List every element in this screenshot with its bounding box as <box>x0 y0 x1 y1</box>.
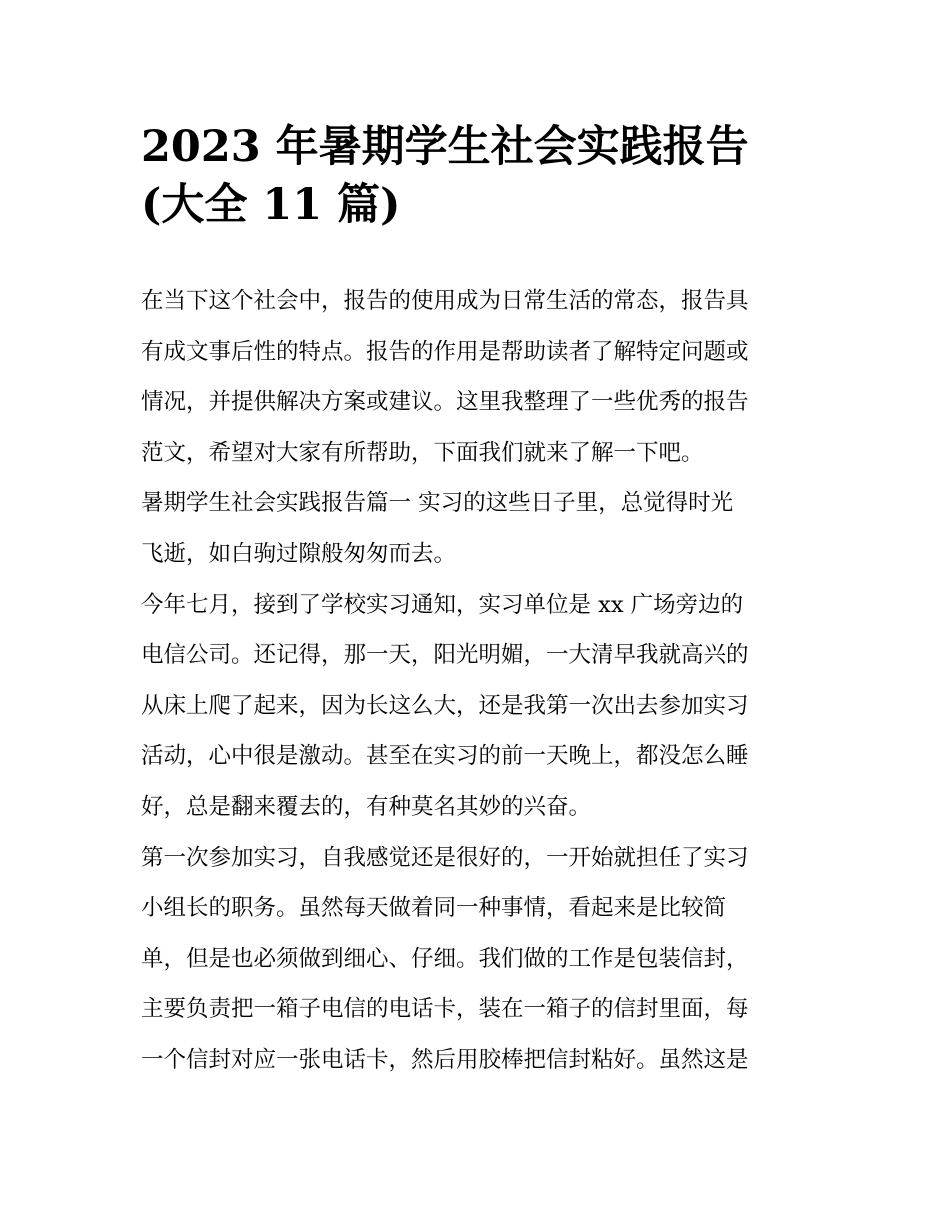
body-line: 电信公司。还记得，那一天，阳光明媚，一大清早我就高兴的 <box>141 642 749 669</box>
body-line: 单，但是也必须做到细心、仔细。我们做的工作是包装信封， <box>141 945 749 972</box>
body-line: 从床上爬了起来，因为长这么大，还是我第一次出去参加实习 <box>141 692 749 719</box>
body-line: 情况，并提供解决方案或建议。这里我整理了一些优秀的报告 <box>141 389 749 416</box>
body-line: 一个信封对应一张电话卡，然后用胶棒把信封粘好。虽然这是 <box>141 1046 749 1073</box>
body-line: 第一次参加实习，自我感觉还是很好的，一开始就担任了实习 <box>141 844 749 871</box>
document-title <box>141 118 841 234</box>
body-line: 在当下这个社会中，报告的使用成为日常生活的常态，报告具 <box>141 288 749 314</box>
body-line: 暑期学生社会实践报告篇一 实习的这些日子里，总觉得时光 <box>141 490 734 517</box>
body-line: 有成文事后性的特点。报告的作用是帮助读者了解特定问题或 <box>141 338 749 365</box>
body-line: 飞逝，如白驹过隙般匆匆而去。 <box>141 540 457 567</box>
body-line: 好，总是翻来覆去的，有种莫名其妙的兴奋。 <box>141 793 592 820</box>
body-line: 范文，希望对大家有所帮助，下面我们就来了解一下吧。 <box>141 439 704 466</box>
body-line: 主要负责把一箱子电信的电话卡，装在一箱子的信封里面，每 <box>141 996 749 1023</box>
title-line: 2023 年暑期学生社会实践报告 <box>141 122 749 172</box>
document-body <box>141 276 821 1086</box>
title-line: (大全 11 篇) <box>141 180 401 230</box>
body-line: 小组长的职务。虽然每天做着同一种事情，看起来是比较简 <box>141 895 727 922</box>
body-line: 今年七月，接到了学校实习通知，实习单位是 xx 广场旁边的 <box>141 591 744 618</box>
body-line: 活动，心中很是激动。甚至在实习的前一天晚上，都没怎么睡 <box>141 743 749 770</box>
